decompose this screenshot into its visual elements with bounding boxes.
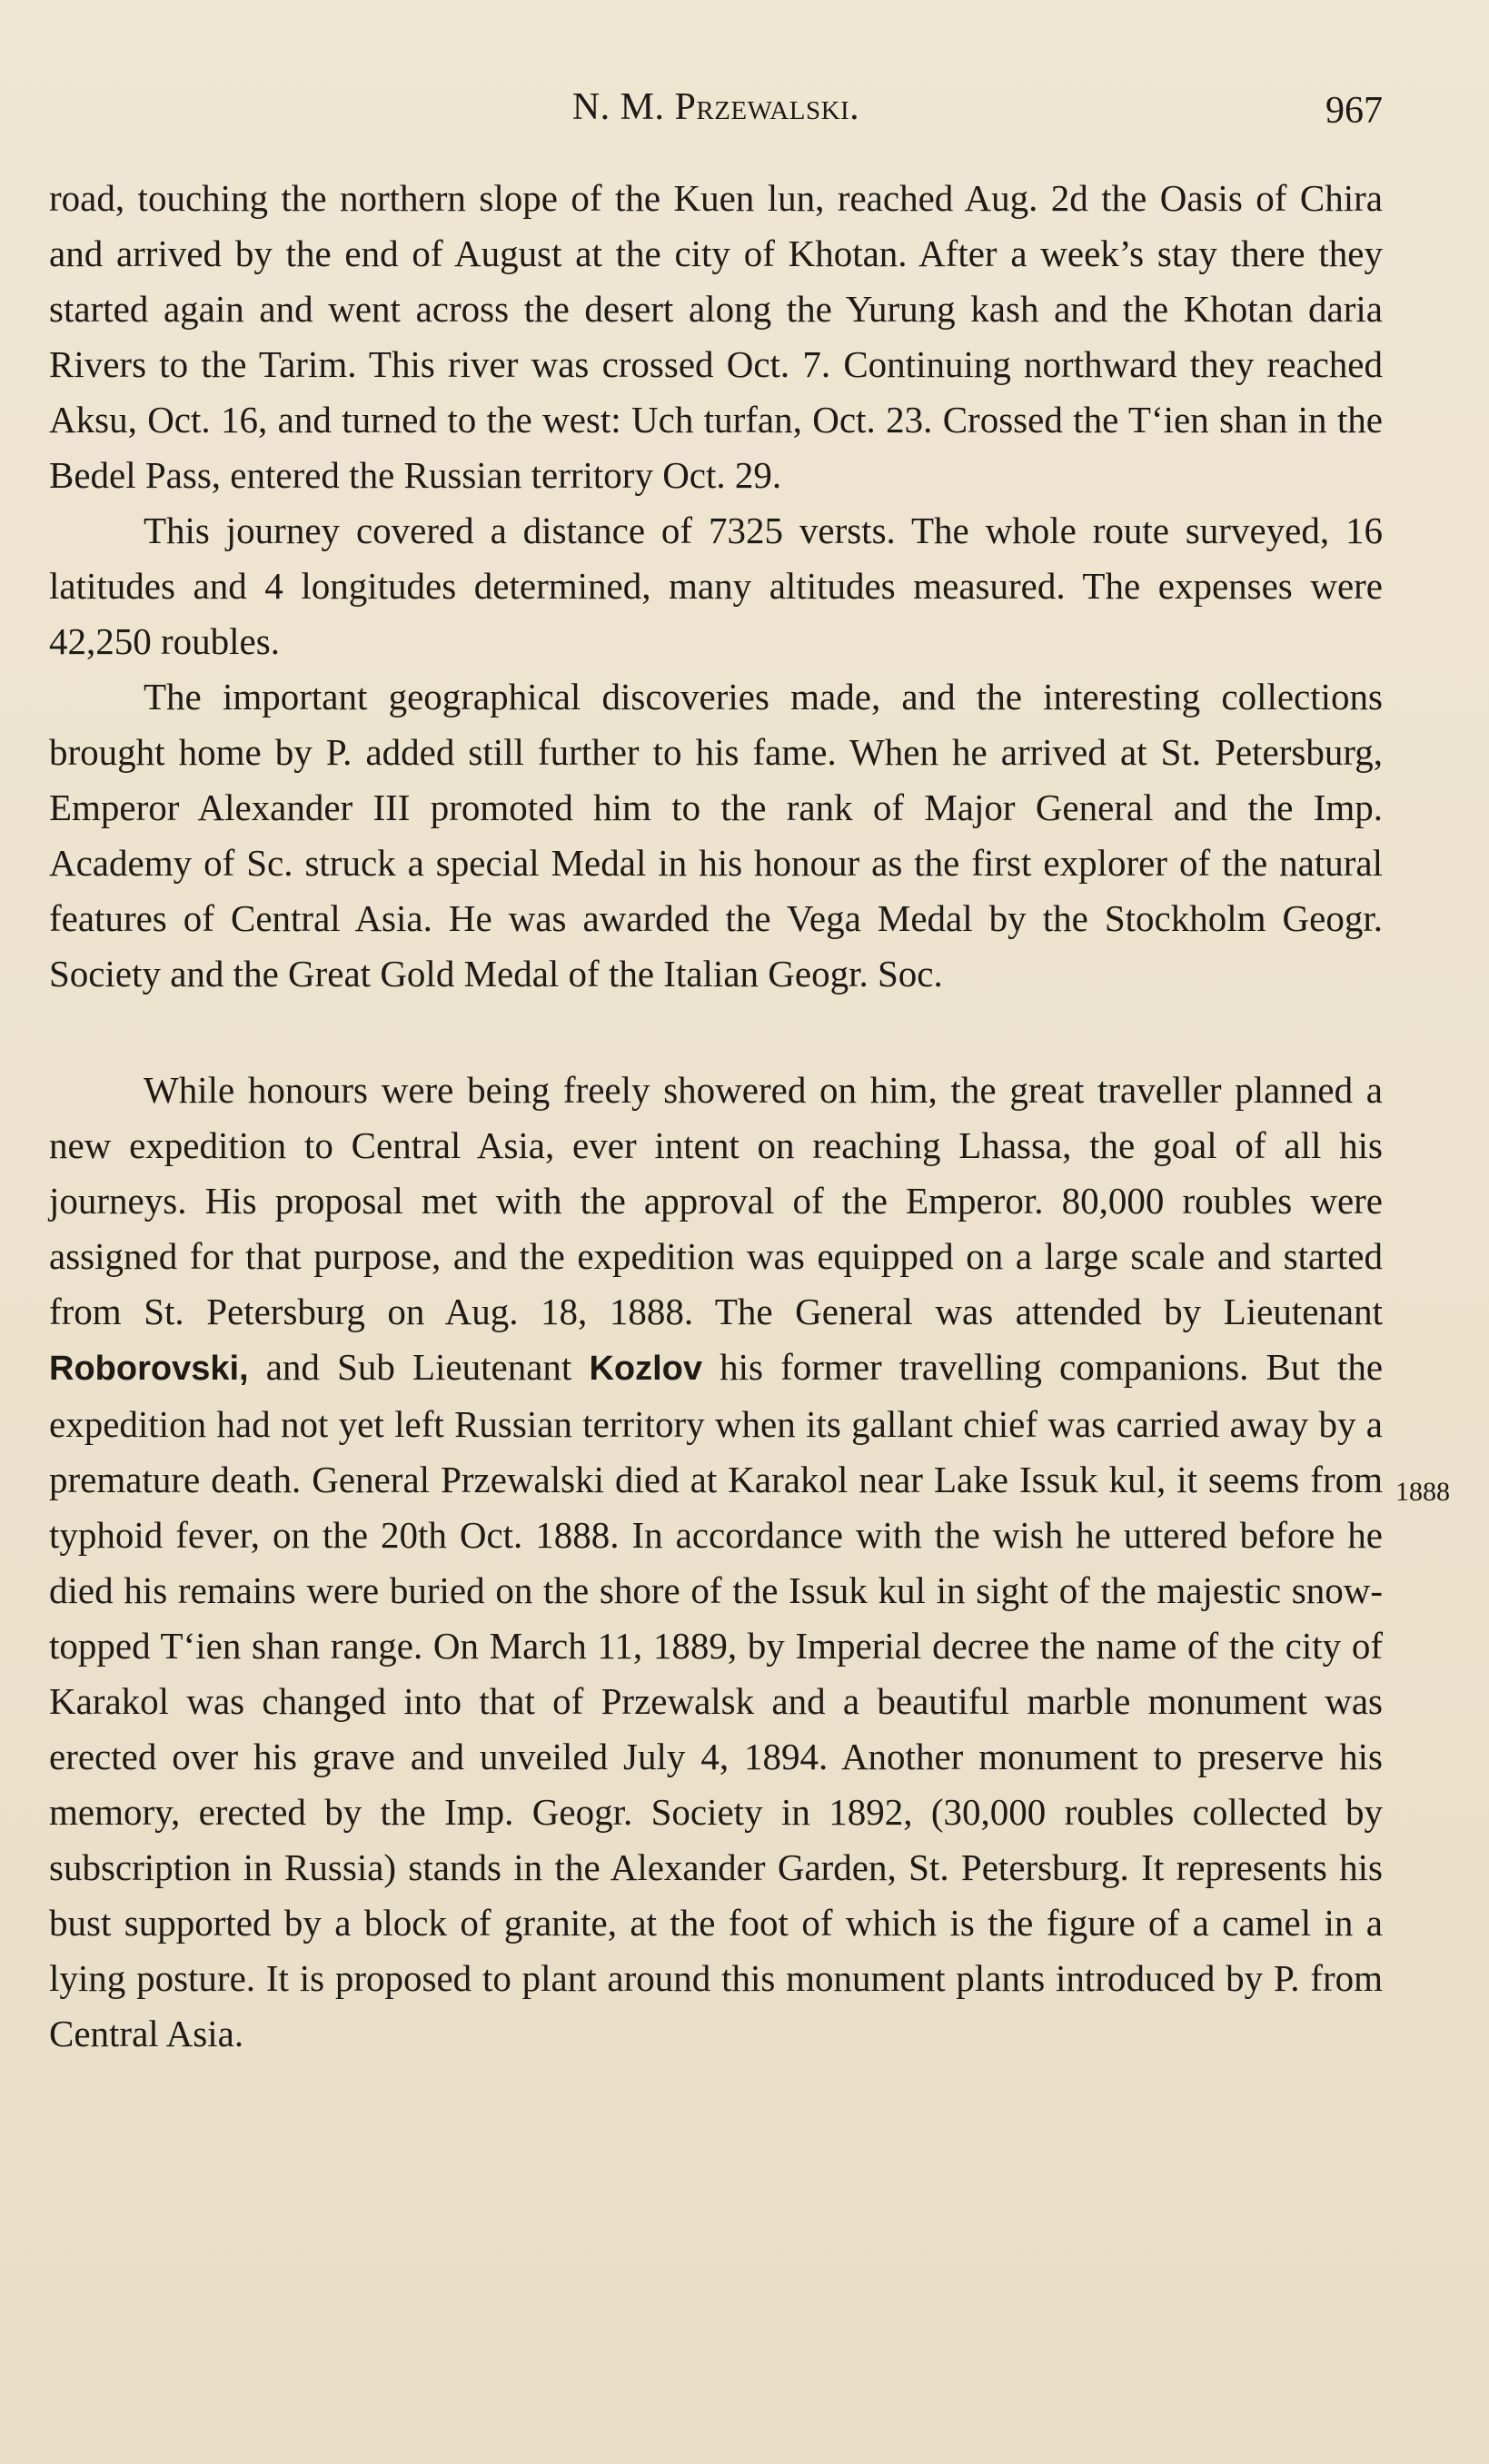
margin-note-year: 1888 [1395, 1477, 1450, 1507]
paragraph-4-text-a: While honours were being freely showered on him, the great traveller planned a new expedition to Central Asia, ever intent on reaching Lhassa, the goal of all his journeys. His proposal met with the approval of the Emperor. 80,000 roubles were assigned for that purpose, and the expedition was equipped on a large scale and started from St. Petersburg on Aug. 18, 1888. The General was attended by Lieutenant [49, 1069, 1383, 1332]
name-roborovski: Roborovski, [49, 1350, 249, 1388]
paragraph-4-text-c: his former travelling companions. But the expedition had not yet left Russian territory when its gallant chief was carried away by a premature death. General Przewalski died at Karakol near Lake Issuk kul, it seems from typhoid fever, on the 20th Oct. 1888. In accordance with the wish he uttered before he died his remains were buried on the shore of the Issuk kul in sight of the majestic snow-topped T‘ien shan range. On March 11, 1889, by Imperial decree the name of the city of Karakol was changed into that of Przewalsk and a beautiful marble monument was erected over his grave and unveiled July 4, 1894. Another monument to preserve his memory, erected by the Imp. Geogr. Society in 1892, (30,000 roubles collected by subscription in Russia) stands in the Alexander Garden, St. Petersburg. It represents his bust supported by a block of granite, at the foot of which is the figure of a camel in a lying posture. It is proposed to plant around this monument plants introduced by P. from Central Asia. [49, 1346, 1384, 2054]
paragraph-1: road, touching the northern slope of the Kuen lun, reached Aug. 2d the Oasis of Chira and arrived by the end of August at the city of Khotan. After a week’s stay there they started again and went across the desert along the Yurung kash and the Khotan daria Rivers to the Tarim. This river was crossed Oct. 7. Continuing northward they reached Aksu, Oct. 16, and turned to the west: Uch turfan, Oct. 23. Crossed the T‘ien shan in the Bedel Pass, entered the Russian territory Oct. 29. [49, 177, 1383, 496]
paragraph-4 [49, 1063, 1383, 2062]
paragraph-3: The important geographical discoveries made, and the interesting collections brought home by P. added still further to his fame. When he arrived at St. Petersburg, Emperor Alexander III promoted him to the rank of Major General and the Imp. Academy of Sc. struck a special Medal in his honour as the first explorer of the natural features of Central Asia. He was awarded the Vega Medal by the Stockholm Geogr. Society and the Great Gold Medal of the Italian Geogr. Soc. [49, 676, 1383, 995]
running-title-surname: Przewalski. [674, 86, 860, 128]
page-number: 967 [1325, 90, 1383, 132]
running-title [49, 80, 1383, 134]
running-title-initials: N. M. [571, 86, 665, 128]
page-header [49, 80, 1383, 143]
body-text [49, 171, 1383, 2062]
paragraph-4-text-b: and Sub Lieutenant [248, 1346, 590, 1388]
name-kozlov: Kozlov [589, 1350, 703, 1388]
paragraph-2: This journey covered a distance of 7325 versts. The whole route surveyed, 16 latitudes and 4 longitudes determined, many altitudes measured. The expenses were 42,250 roubles. [49, 510, 1383, 662]
